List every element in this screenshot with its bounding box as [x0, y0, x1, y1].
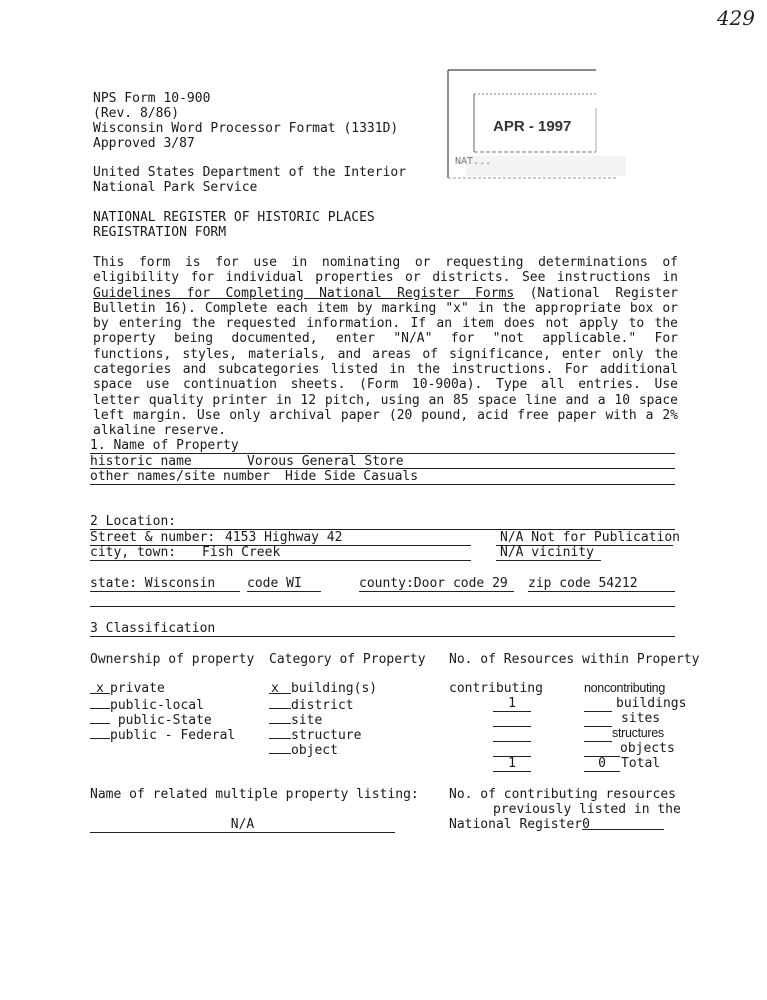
instructions	[93, 255, 678, 439]
noncontributing-label: noncontributing	[584, 681, 665, 695]
state-label: state:	[90, 576, 137, 591]
form-title: REGISTRATION FORM	[93, 225, 227, 240]
state-line	[90, 576, 215, 591]
state-rule	[90, 591, 240, 592]
guidelines-link[interactable]: Guidelines for Completing National Register Forms	[93, 285, 515, 301]
instructions-part2: (National Register Bulletin 16). Complete each item by marking "x" in the appropriate box or by entering the requested information. If an item does not apply to the property being documented, enter "N/A" for "not applicable." For functions, styles, materials, and areas of significance, enter only the categories and subcategories listed in the instructions. For additional space use continuation sheets. (Form 10-900a). Type all entries. Use letter quality printer in 12 pitch, using an 85 space line and a 10 space left margin. Use only archival paper (20 pound, acid free paper with a 2% alkaline reserve.	[93, 285, 678, 439]
resource-contributing	[493, 711, 531, 727]
national-register-line	[449, 817, 664, 832]
category-item	[269, 681, 377, 696]
resource-contributing-total: 1	[493, 756, 531, 772]
ownership-label: private	[110, 681, 165, 696]
ownership-label: public - Federal	[110, 728, 236, 743]
resource-noncontributing	[584, 711, 612, 727]
page-number: 429	[716, 6, 755, 30]
resource-noncontributing-total: 0	[584, 756, 620, 772]
zip-value: 54212	[598, 576, 638, 591]
resource-contributing: 1	[493, 696, 531, 712]
section3-rule	[90, 636, 675, 637]
zip-rule	[528, 591, 675, 592]
city-value: Fish Creek	[202, 545, 281, 560]
resource-noncontributing	[584, 726, 612, 742]
resource-label: Total	[621, 756, 661, 771]
category-item	[269, 741, 338, 758]
category-label: site	[291, 713, 323, 728]
category-label: district	[291, 698, 354, 713]
historic-name-label: historic name	[90, 454, 192, 469]
resource-label: sites	[621, 711, 661, 726]
national-register-label: National Register	[449, 817, 583, 832]
state-code: WI	[286, 576, 302, 591]
county-code: 29	[492, 576, 508, 591]
code-label: code	[247, 576, 279, 591]
city-label: city, town:	[90, 545, 177, 560]
vicinity: N/A vicinity	[500, 545, 594, 560]
previously-listed-line1: No. of contributing resources	[449, 787, 676, 802]
resource-noncontributing	[584, 696, 612, 712]
street-value: 4153 Highway 42	[225, 530, 343, 545]
resource-label: buildings	[616, 696, 687, 711]
not-for-publication: N/A Not for Publication	[500, 530, 681, 545]
form-format: Wisconsin Word Processor Format (1331D)	[93, 121, 399, 136]
form-approved: Approved 3/87	[93, 136, 195, 151]
other-names-label: other names/site number	[90, 469, 271, 484]
zip-line	[528, 576, 638, 591]
department: United States Department of the Interior	[93, 165, 407, 180]
state-value: Wisconsin	[144, 576, 216, 591]
resource-contributing	[493, 741, 531, 757]
code-line	[247, 576, 302, 591]
stamp-date: APR - 1997	[493, 118, 572, 135]
resource-noncontributing	[584, 741, 620, 757]
other-names-value: Hide Side Casuals	[285, 469, 419, 484]
resources-heading: No. of Resources within Property	[449, 652, 700, 667]
ownership-label: public-local	[110, 698, 204, 713]
resource-label: structures	[612, 726, 664, 740]
service: National Park Service	[93, 180, 258, 195]
form-number: NPS Form 10-900	[93, 91, 211, 106]
county-value: Door	[413, 576, 446, 591]
national-register-count: 0	[582, 817, 590, 832]
ownership-label: public-State	[110, 713, 212, 728]
previously-listed-line2: previously listed in the	[493, 802, 681, 817]
multiple-listing-label: Name of related multiple property listing:	[90, 787, 419, 802]
ownership-item	[90, 726, 235, 743]
county-rule	[359, 591, 514, 592]
category-label: building(s)	[291, 681, 378, 696]
other-names-rule	[90, 484, 675, 485]
section3-heading: 3 Classification	[90, 621, 216, 636]
street-label: Street & number:	[90, 530, 216, 545]
resource-contributing	[493, 726, 531, 742]
section2-heading: 2 Location:	[90, 514, 177, 529]
form-revision: (Rev. 8/86)	[93, 106, 180, 121]
multiple-listing-value: N/A	[90, 817, 395, 833]
category-label: object	[291, 743, 338, 758]
ownership-item	[90, 681, 165, 696]
category-label: structure	[291, 728, 362, 743]
resource-label: objects	[620, 741, 675, 756]
city-rule	[90, 560, 471, 561]
instructions-part1: This form is for use in nominating or requesting determinations of eligibility for individual properties or districts. See instructions in	[93, 255, 678, 286]
code-rule	[247, 591, 321, 592]
vicinity-rule	[496, 560, 601, 561]
category-mark: x	[271, 681, 279, 696]
historic-name-value: Vorous General Store	[247, 454, 404, 469]
register-title: NATIONAL REGISTER OF HISTORIC PLACES	[93, 210, 375, 225]
zip-label: zip code	[528, 576, 591, 591]
county-label: county:	[359, 576, 414, 591]
county-code-label: code	[452, 576, 485, 591]
category-heading: Category of Property	[269, 652, 426, 667]
stamp-received-text: NAT...	[455, 156, 492, 167]
separator-rule	[90, 606, 675, 607]
county-line	[359, 576, 508, 591]
contributing-label: contributing	[449, 681, 543, 696]
section1-heading: 1. Name of Property	[90, 438, 239, 453]
ownership-heading: Ownership of property	[90, 652, 255, 667]
ownership-mark: x	[96, 681, 104, 696]
